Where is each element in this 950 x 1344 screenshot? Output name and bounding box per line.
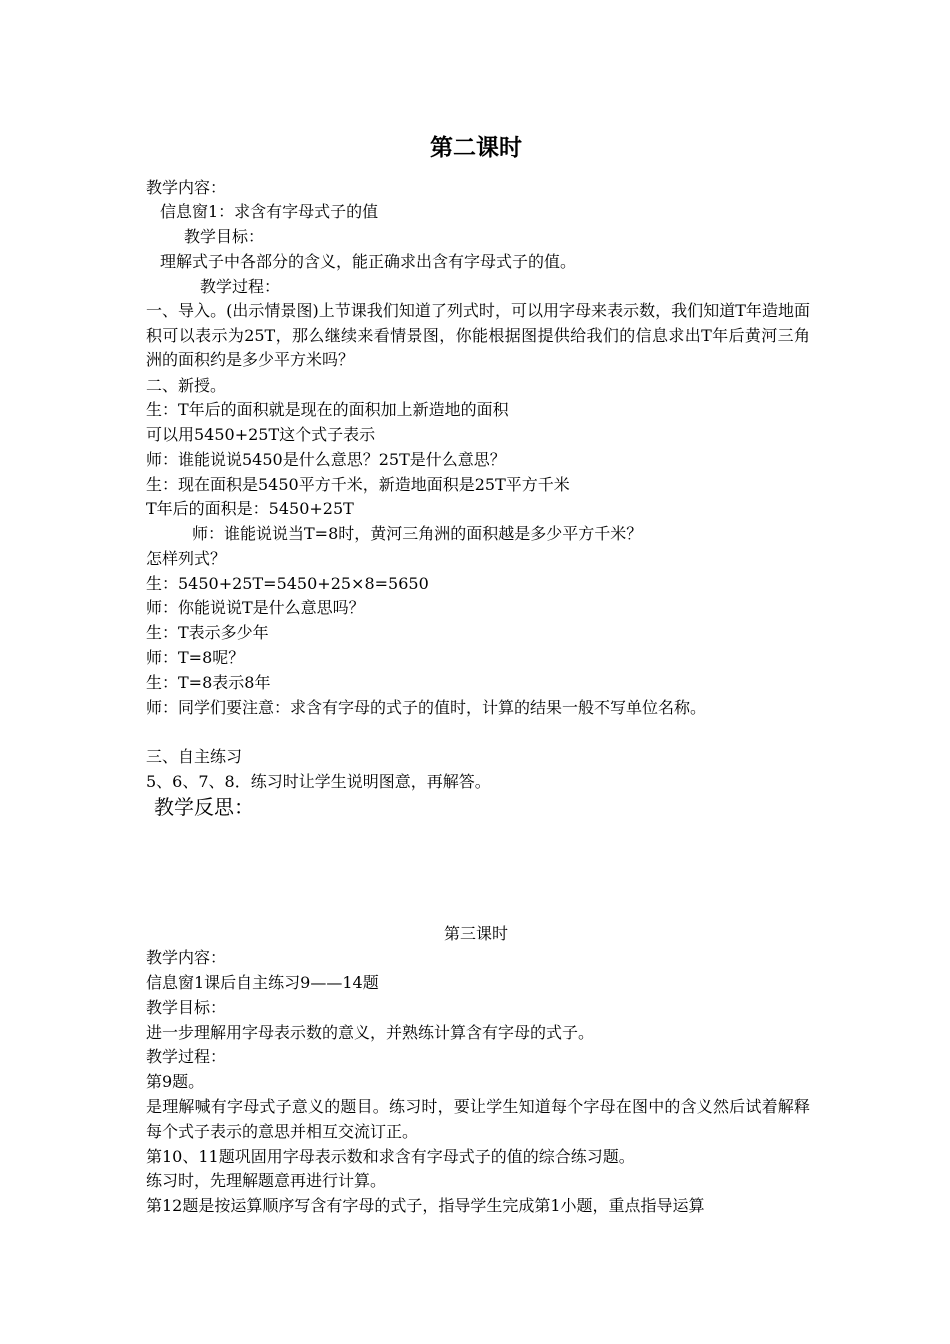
section2-new-lesson-heading: 二、新授。 xyxy=(146,376,227,395)
dialog-line: 生：T表示多少年 xyxy=(146,623,269,642)
dialog-line: 师：你能说说T是什么意思吗？ xyxy=(146,598,365,617)
section3-content-label: 教学内容： xyxy=(146,948,227,967)
dialog-line: 生：现在面积是5450平方千米，新造地面积是25T平方千米 xyxy=(146,475,570,494)
section3-content: 信息窗1课后自主练习9——14题 xyxy=(146,973,379,992)
section2-reflection-label: 教学反思： xyxy=(154,795,254,819)
section3-process-label: 教学过程： xyxy=(146,1047,227,1066)
section2-process-label: 教学过程： xyxy=(200,277,281,296)
dialog-line: 生：T年后的面积就是现在的面积加上新造地的面积 xyxy=(146,400,509,419)
dialog-line: 师：同学们要注意：求含有字母的式子的值时，计算的结果一般不写单位名称。 xyxy=(146,698,707,717)
dialog-line: 师：T=8呢？ xyxy=(146,648,245,667)
dialog-line: 生：T=8表示8年 xyxy=(146,673,271,692)
dialog-line: 师：谁能说说当T=8时，黄河三角洲的面积越是多少平方千米？ xyxy=(192,524,643,543)
section2-content-label: 教学内容： xyxy=(146,178,227,197)
dialog-line: 生：5450+25T=5450+25×8=5650 xyxy=(146,574,429,593)
section3-q9-label: 第9题。 xyxy=(146,1072,205,1091)
section3-goal: 进一步理解用字母表示数的意义，并熟练计算含有字母的式子。 xyxy=(146,1023,595,1042)
dialog-line: T年后的面积是：5450+25T xyxy=(146,499,354,518)
section2-goal-label: 教学目标： xyxy=(184,227,265,246)
section3-q12: 第12题是按运算顺序写含有字母的式子，指导学生完成第1小题，重点指导运算 xyxy=(146,1196,705,1215)
section3-title: 第三课时 xyxy=(443,924,508,943)
section3-goal-label: 教学目标： xyxy=(146,998,227,1017)
section2-goal: 理解式子中各部分的含义，能正确求出含有字母式子的值。 xyxy=(160,252,577,271)
dialog-line: 师：谁能说说5450是什么意思？25T是什么意思？ xyxy=(146,450,506,469)
section2-content: 信息窗1：求含有字母式子的值 xyxy=(160,202,379,221)
section3-q9-paragraph: 是理解喊有字母式子意义的题目。练习时，要让学生知道每个字母在图中的含义然后试着解释每个式子表示的意思并相互交流订正。 xyxy=(146,1097,810,1141)
dialog-line: 怎样列式？ xyxy=(146,549,227,568)
section2-practice-heading: 三、自主练习 xyxy=(146,747,243,766)
section2-intro-paragraph: 一、导入。(出示情景图)上节课我们知道了列式时，可以用字母来表示数，我们知道T年造地面积可以表示为25T，那么继续来看情景图，你能根据图提供给我们的信息求出T年后黄河三角洲的面积约是多少平方米吗？ xyxy=(146,301,810,369)
dialog-line: 可以用5450+25T这个式子表示 xyxy=(146,425,376,444)
section3-q10-11: 第10、11题巩固用字母表示数和求含有字母式子的值的综合练习题。 xyxy=(146,1147,635,1166)
section2-title: 第二课时 xyxy=(430,135,522,161)
section2-practice: 5、6、7、8．练习时让学生说明图意，再解答。 xyxy=(146,772,491,791)
section3-q10-11-note: 练习时，先理解题意再进行计算。 xyxy=(146,1171,387,1190)
